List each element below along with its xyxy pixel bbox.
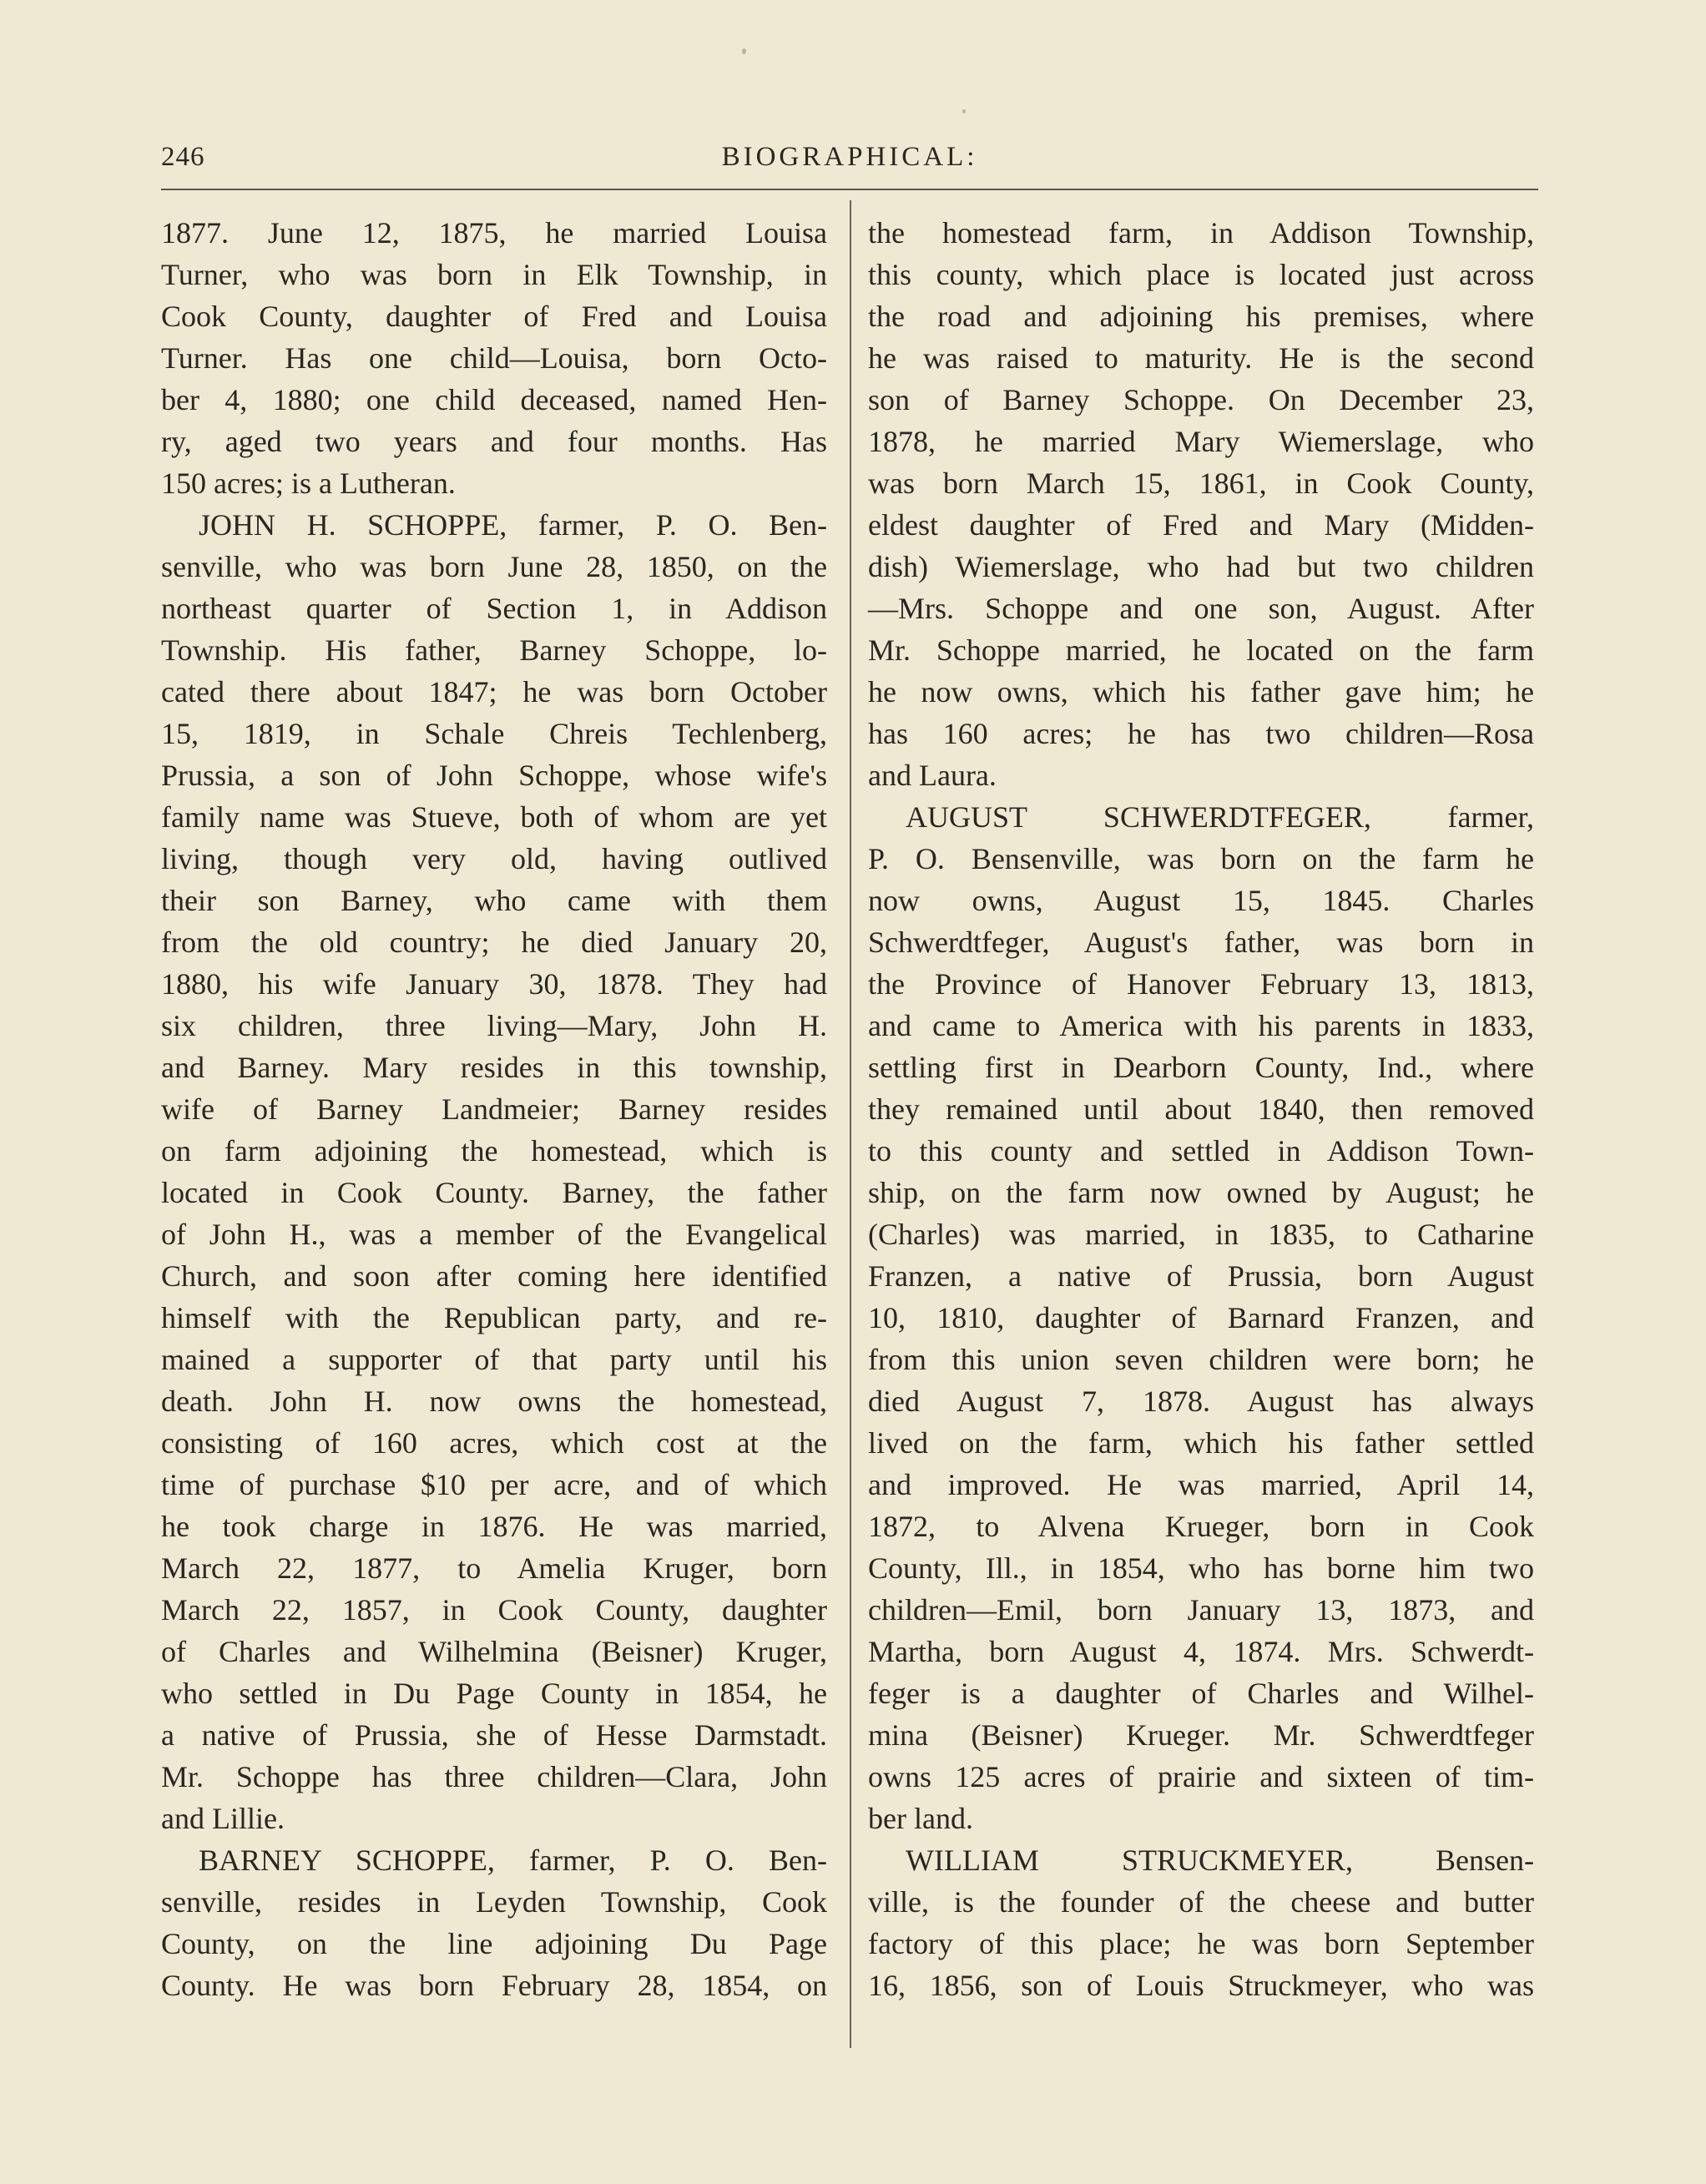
text-line: this county, which place is located just across	[868, 258, 1534, 291]
text-line: death. John H. now owns the homestead,	[161, 1385, 827, 1418]
text-line: the road and adjoining his premises, where	[868, 300, 1534, 333]
text-line: and came to America with his parents in 1833,	[868, 1009, 1534, 1042]
text-line: senville, resides in Leyden Township, Cook	[161, 1885, 827, 1919]
paragraph-william-struckmeyer	[868, 1839, 1534, 2006]
text-line: 10, 1810, daughter of Barnard Franzen, and	[868, 1301, 1534, 1334]
text-line: JOHN H. SCHOPPE, farmer, P. O. Ben-	[199, 508, 827, 542]
text-line: family name was Stueve, both of whom are yet	[161, 800, 827, 834]
text-line: feger is a daughter of Charles and Wilhel-	[868, 1677, 1534, 1710]
running-head: BIOGRAPHICAL:	[721, 142, 978, 172]
text-line: of John H., was a member of the Evangelical	[161, 1218, 827, 1251]
text-line: Cook County, daughter of Fred and Louisa	[161, 300, 827, 333]
page-header	[161, 142, 1538, 184]
text-line: ber land.	[868, 1802, 973, 1835]
text-line: County. He was born February 28, 1854, on	[161, 1969, 827, 2002]
text-line: AUGUST SCHWERDTFEGER, farmer,	[906, 800, 1534, 834]
text-line: factory of this place; he was born September	[868, 1927, 1534, 1960]
text-line: 16, 1856, son of Louis Struckmeyer, who was	[868, 1969, 1534, 2002]
text-line: lived on the farm, which his father settled	[868, 1426, 1534, 1460]
text-line: he now owns, which his father gave him; he	[868, 675, 1534, 709]
page-number: 246	[161, 142, 205, 172]
paragraph-august-schwerdtfeger	[868, 796, 1534, 1839]
text-line: has 160 acres; he has two children—Rosa	[868, 717, 1534, 750]
text-line: cated there about 1847; he was born October	[161, 675, 827, 709]
paragraph-continuation-turner	[161, 212, 827, 504]
text-line: mina (Beisner) Krueger. Mr. Schwerdtfeger	[868, 1718, 1534, 1752]
text-line: settling first in Dearborn County, Ind., where	[868, 1051, 1534, 1084]
text-line: he took charge in 1876. He was married,	[161, 1510, 827, 1543]
text-line: County, on the line adjoining Du Page	[161, 1927, 827, 1960]
text-line: mained a supporter of that party until his	[161, 1343, 827, 1376]
paragraph-continuation-barney-schoppe	[868, 212, 1534, 796]
text-line: Turner, who was born in Elk Township, in	[161, 258, 827, 291]
text-line: and Lillie.	[161, 1802, 285, 1835]
text-line: Mr. Schoppe married, he located on the farm	[868, 633, 1534, 667]
right-column	[868, 212, 1534, 2006]
text-line: he was raised to maturity. He is the second	[868, 341, 1534, 375]
text-line: 1877. June 12, 1875, he married Louisa	[161, 216, 827, 250]
text-line: (Charles) was married, in 1835, to Catharine	[868, 1218, 1534, 1251]
text-line: eldest daughter of Fred and Mary (Midden-	[868, 508, 1534, 542]
text-line: 1872, to Alvena Krueger, born in Cook	[868, 1510, 1534, 1543]
text-line: March 22, 1857, in Cook County, daughter	[161, 1593, 827, 1627]
text-line: from the old country; he died January 20,	[161, 926, 827, 959]
text-line: ber 4, 1880; one child deceased, named Hen-	[161, 383, 827, 416]
text-line: and Laura.	[868, 759, 997, 792]
text-line: located in Cook County. Barney, the father	[161, 1176, 827, 1209]
text-line: Township. His father, Barney Schoppe, lo-	[161, 633, 827, 667]
text-line: from this union seven children were born; he	[868, 1343, 1534, 1376]
text-line: P. O. Bensenville, was born on the farm he	[868, 842, 1534, 875]
text-line: 1878, he married Mary Wiemerslage, who	[868, 425, 1534, 458]
left-column	[161, 212, 827, 2006]
text-line: owns 125 acres of prairie and sixteen of tim-	[868, 1760, 1534, 1793]
text-line: and Barney. Mary resides in this township,	[161, 1051, 827, 1084]
paragraph-john-h-schoppe	[161, 504, 827, 1839]
text-line: time of purchase $10 per acre, and of which	[161, 1468, 827, 1501]
text-line: died August 7, 1878. August has always	[868, 1385, 1534, 1418]
text-line: 15, 1819, in Schale Chreis Techlenberg,	[161, 717, 827, 750]
text-line: on farm adjoining the homestead, which is	[161, 1134, 827, 1168]
text-line: ry, aged two years and four months. Has	[161, 425, 827, 458]
text-line: —Mrs. Schoppe and one son, August. After	[868, 592, 1534, 625]
text-line: and improved. He was married, April 14,	[868, 1468, 1534, 1501]
text-line: their son Barney, who came with them	[161, 884, 827, 917]
text-line: son of Barney Schoppe. On December 23,	[868, 383, 1534, 416]
column-divider	[850, 200, 851, 2048]
text-line: the Province of Hanover February 13, 1813,	[868, 967, 1534, 1001]
text-line: living, though very old, having outlived	[161, 842, 827, 875]
paragraph-barney-schoppe	[161, 1839, 827, 2006]
text-line: children—Emil, born January 13, 1873, and	[868, 1593, 1534, 1627]
text-line: now owns, August 15, 1845. Charles	[868, 884, 1534, 917]
text-line: they remained until about 1840, then removed	[868, 1092, 1534, 1126]
text-line: Franzen, a native of Prussia, born August	[868, 1259, 1534, 1293]
text-line: northeast quarter of Section 1, in Addison	[161, 592, 827, 625]
text-line: County, Ill., in 1854, who has borne him two	[868, 1551, 1534, 1585]
text-line: to this county and settled in Addison Town-	[868, 1134, 1534, 1168]
text-line: ship, on the farm now owned by August; he	[868, 1176, 1534, 1209]
text-line: six children, three living—Mary, John H.	[161, 1009, 827, 1042]
text-line: was born March 15, 1861, in Cook County,	[868, 467, 1534, 500]
text-line: senville, who was born June 28, 1850, on the	[161, 550, 827, 583]
text-line: Mr. Schoppe has three children—Clara, John	[161, 1760, 827, 1793]
text-line: Schwerdtfeger, August's father, was born in	[868, 926, 1534, 959]
text-line: wife of Barney Landmeier; Barney resides	[161, 1092, 827, 1126]
text-line: a native of Prussia, she of Hesse Darmstadt.	[161, 1718, 827, 1752]
text-line: 150 acres; is a Lutheran.	[161, 467, 456, 500]
text-line: consisting of 160 acres, which cost at the	[161, 1426, 827, 1460]
text-line: WILLIAM STRUCKMEYER, Bensen-	[906, 1844, 1534, 1877]
text-line: of Charles and Wilhelmina (Beisner) Kruger,	[161, 1635, 827, 1668]
text-line: himself with the Republican party, and re-	[161, 1301, 827, 1334]
ink-speck-top	[742, 48, 746, 54]
header-rule	[161, 189, 1538, 190]
text-line: the homestead farm, in Addison Township,	[868, 216, 1534, 250]
text-line: Prussia, a son of John Schoppe, whose wife's	[161, 759, 827, 792]
text-line: BARNEY SCHOPPE, farmer, P. O. Ben-	[199, 1844, 827, 1877]
text-line: ville, is the founder of the cheese and butter	[868, 1885, 1534, 1919]
text-line: who settled in Du Page County in 1854, he	[161, 1677, 827, 1710]
text-line: Church, and soon after coming here identified	[161, 1259, 827, 1293]
text-line: Turner. Has one child—Louisa, born Octo-	[161, 341, 827, 375]
ink-speck-header	[962, 109, 966, 113]
text-line: dish) Wiemerslage, who had but two children	[868, 550, 1534, 583]
text-line: March 22, 1877, to Amelia Kruger, born	[161, 1551, 827, 1585]
text-line: Martha, born August 4, 1874. Mrs. Schwerdt-	[868, 1635, 1534, 1668]
text-line: 1880, his wife January 30, 1878. They had	[161, 967, 827, 1001]
